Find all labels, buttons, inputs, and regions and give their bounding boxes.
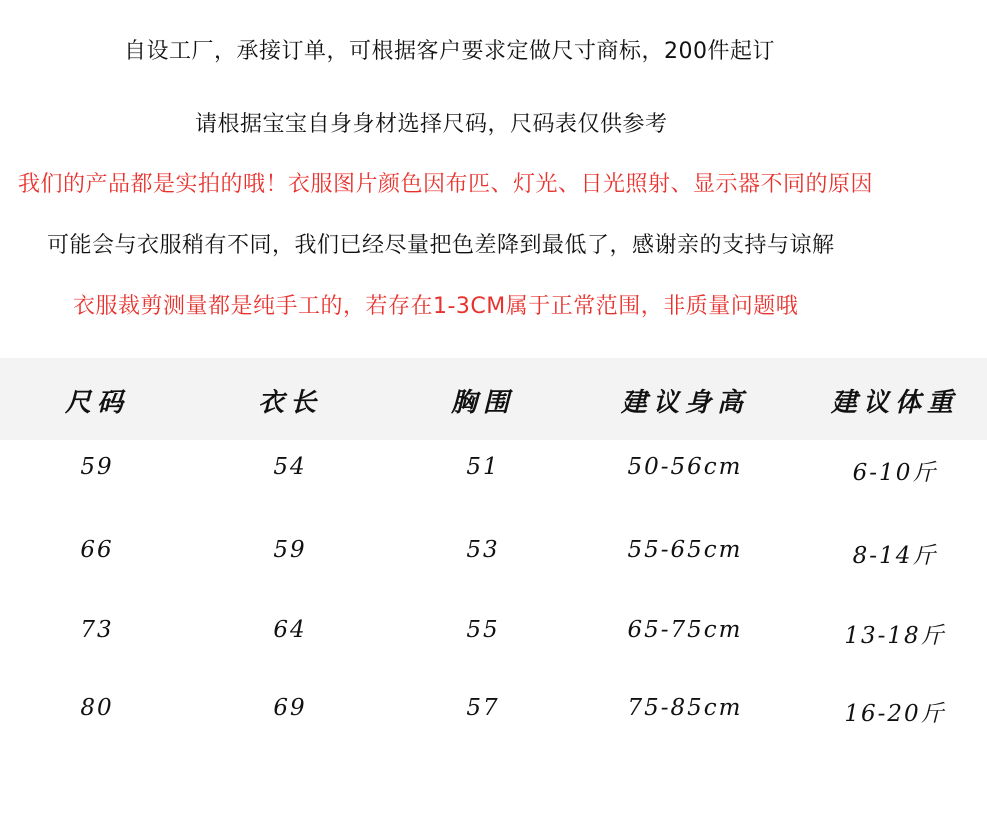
cell-height: 75-85cm — [627, 695, 743, 721]
note-color-thanks: 可能会与衣服稍有不同，我们已经尽量把色差降到最低了，感谢亲的支持与谅解 — [47, 233, 835, 258]
note-factory: 自设工厂，承接订单，可根据客户要求定做尺寸商标，200件起订 — [124, 39, 775, 64]
cell-weight: 13-18斤 — [844, 623, 946, 649]
header-size: 尺码 — [64, 388, 129, 418]
cell-length: 59 — [273, 537, 307, 563]
cell-height: 55-65cm — [627, 537, 743, 563]
cell-length: 54 — [273, 454, 307, 480]
note-measure-tolerance: 衣服裁剪测量都是纯手工的，若存在1-3CM属于正常范围，非质量问题哦 — [73, 294, 799, 319]
cell-length: 69 — [273, 695, 307, 721]
cell-chest: 53 — [466, 537, 500, 563]
cell-size: 59 — [80, 454, 114, 480]
cell-weight: 6-10斤 — [852, 460, 938, 486]
cell-size: 80 — [80, 695, 114, 721]
cell-height: 50-56cm — [627, 454, 743, 480]
cell-size: 66 — [80, 537, 114, 563]
size-table — [0, 358, 987, 440]
cell-height: 65-75cm — [627, 617, 743, 643]
header-chest: 胸围 — [450, 388, 515, 418]
header-length: 衣长 — [257, 388, 322, 418]
cell-chest: 57 — [466, 695, 500, 721]
cell-weight: 8-14斤 — [852, 543, 938, 569]
cell-size: 73 — [80, 617, 114, 643]
cell-weight: 16-20斤 — [844, 701, 946, 727]
header-height: 建议身高 — [620, 388, 749, 418]
size-table-header — [0, 358, 987, 440]
note-size-guide: 请根据宝宝自身身材选择尺码，尺码表仅供参考 — [195, 112, 668, 137]
header-weight: 建议体重 — [830, 388, 959, 418]
cell-chest: 55 — [466, 617, 500, 643]
cell-chest: 51 — [466, 454, 500, 480]
note-color-disclaimer: 我们的产品都是实拍的哦！衣服图片颜色因布匹、灯光、日光照射、显示器不同的原因 — [18, 172, 874, 197]
cell-length: 64 — [273, 617, 307, 643]
